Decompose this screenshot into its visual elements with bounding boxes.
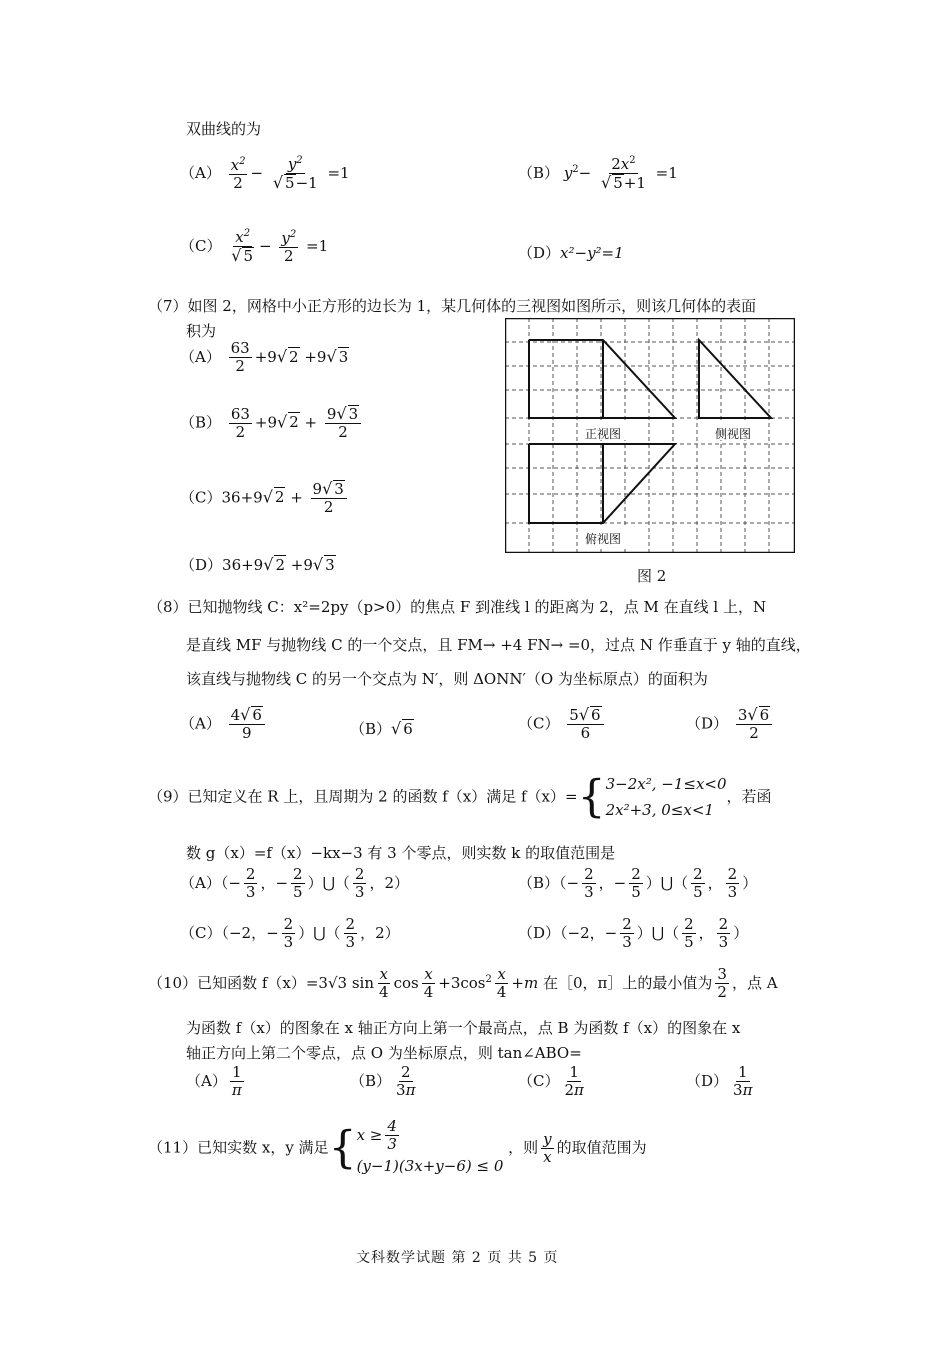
q10-line1: （10）已知函数 f（x）=3√3 sin $\frac{x}{4}$ cos $\frac{x}{4}$ $+3\cos^2$ $\frac{x}{4}$ +m 在［0，π］上的最小值为 $\frac{3}{2}$ ，点 A — [148, 965, 778, 1002]
q7-option-d: （D）36+9√ 2 +9√ 3 — [180, 555, 335, 574]
q8-line1: （8）已知抛物线 C：x²=2py（p>0）的焦点 F 到准线 l 的距离为 2，点 M 在直线 l 上，N — [148, 598, 767, 616]
page-footer: 文科数学试题 第 2 页 共 5 页 — [356, 1250, 559, 1266]
q7-option-c: （C）36+9√ 2 + $\frac{9√ 3}{2}$ — [180, 480, 350, 517]
q8-option-d: （D） $\frac{3√ 6}{2}$ — [686, 706, 775, 743]
q6-option-b: （B） $y^2-$ $\frac{2x^2}{√ 5+1}$ =1 — [518, 155, 678, 193]
q6-option-a: （A） $\frac{x^2}{2}$ − $\frac{y^2}{√ 5-1}$ =1 — [180, 155, 350, 193]
q7-stem-line2: 积为 — [186, 322, 217, 340]
q9-option-b: （B）（− $\frac{2}{3}$ ，− $\frac{2}{5}$ ）⋃（ $\frac{2}{5}$ ， $\frac{2}{3}$ ） — [518, 865, 758, 902]
q10-option-b: （B） $\frac{2}{3\pi}$ — [350, 1063, 416, 1100]
top-view-label: 俯视图 — [585, 532, 622, 546]
q7-option-b: （B） $\frac{63}{2}$ +9√ 2 + $\frac{9√ 3}{2}$ — [180, 405, 364, 442]
q11-line: （11）已知实数 x，y 满足{ x ≥ $\frac{4}{3}$ (y−1)(3x+y−6) ≤ 0 ，则 $\frac{y}{x}$ 的取值范围为 — [148, 1117, 647, 1175]
front-view-label: 正视图 — [585, 427, 622, 441]
q6-option-c: （C） $\frac{x^2}{√ 5}$ − $\frac{y^2}{2}$ =1 — [180, 228, 329, 266]
q6-tail: 双曲线的为 — [186, 120, 262, 138]
q10-option-d: （D） $\frac{1}{3\pi}$ — [686, 1063, 753, 1100]
q9-option-a: （A）（− $\frac{2}{3}$ ，− $\frac{2}{5}$ ）⋃（ $\frac{2}{3}$ ，2） — [180, 865, 409, 902]
q8-option-b: （B）√ 6 — [350, 719, 413, 738]
q7-stem-line1: （7）如图 2，网格中小正方形的边长为 1，某几何体的三视图如图所示，则该几何体的表面 — [148, 297, 757, 315]
q6-option-d: （D）x²−y²=1 — [518, 244, 624, 262]
q8-line2: 是直线 MF 与抛物线 C 的一个交点，且 FM→ +4 FN→ =0，过点 N 作垂直于 y 轴的直线， — [186, 636, 811, 654]
q10-option-c: （C） $\frac{1}{2\pi}$ — [518, 1063, 584, 1100]
q10-line3: 轴正方向上第二个零点，点 O 为坐标原点，则 tan∠ABO= — [186, 1044, 582, 1062]
q10-line2: 为函数 f（x）的图象在 x 轴正方向上第一个最高点，点 B 为函数 f（x）的图象在 x — [186, 1019, 741, 1037]
q9-line2: 数 g（x）=f（x）−kx−3 有 3 个零点，则实数 k 的取值范围是 — [186, 844, 616, 862]
q10-option-a: （A） $\frac{1}{\pi}$ — [186, 1063, 242, 1100]
q7-option-a: （A） $\frac{63}{2}$ +9√ 2 +9√ 3 — [180, 339, 349, 376]
q8-line3: 该直线与抛物线 C 的另一个交点为 N′，则 ΔONN′（O 为坐标原点）的面积为 — [186, 670, 708, 688]
q8-option-c: （C） $\frac{5√ 6}{6}$ — [518, 706, 607, 743]
side-view-label: 侧视图 — [715, 427, 752, 441]
figure-caption: 图 2 — [637, 567, 667, 585]
q9-line1: （9）已知定义在 R 上，且周期为 2 的函数 f（x）满足 f（x）={ 3−2x², −1≤x<0 2x²+3, 0≤x<1 ，若函 — [148, 771, 772, 823]
q8-option-a: （A） $\frac{4√ 6}{9}$ — [180, 706, 268, 743]
q9-option-c: （C）（−2，− $\frac{2}{3}$ ）⋃（ $\frac{2}{3}$ ，2） — [180, 915, 400, 952]
q9-option-d: （D）（−2，− $\frac{2}{3}$ ）⋃（ $\frac{2}{5}$ ， $\frac{2}{3}$ ） — [518, 915, 749, 952]
three-view-figure — [505, 318, 795, 553]
